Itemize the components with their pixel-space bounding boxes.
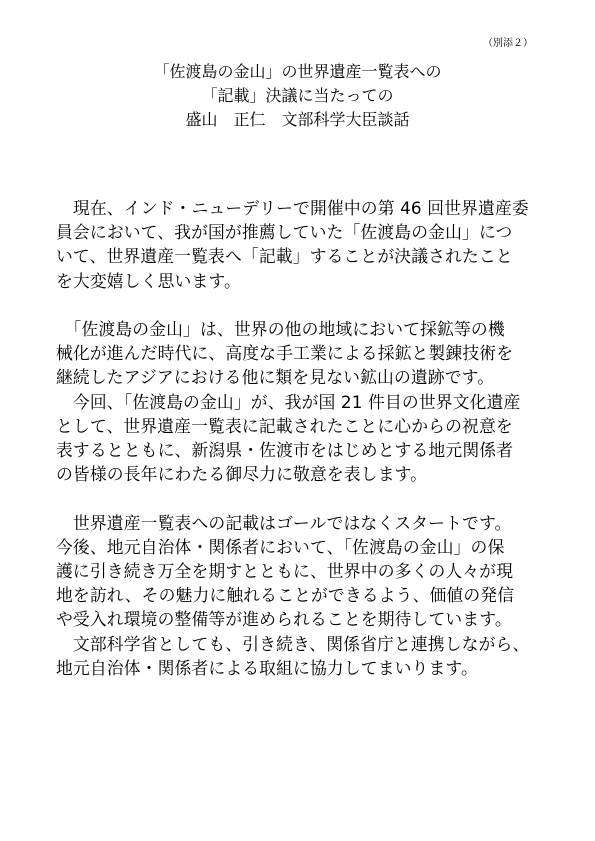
attachment-label: （別添２） [483,38,533,49]
title-line: 「佐渡島の金山」の世界遺産一覧表への [153,62,442,81]
body-line: の皆様の長年にわたる御尽力に敬意を表します。 [56,464,428,485]
body-line: 表するとともに、新潟県・佐渡市をはじめとする地元関係者 [56,440,514,461]
body-line: 今回、「佐渡島の金山」が、我が国 21 件目の世界文化遺産 [56,391,521,412]
body-line: 今後、地元自治体・関係者において、「佐渡島の金山」の保 [56,536,505,557]
statement-body [56,196,556,680]
body-line: 現在、インド・ニューデリーで開催中の第 46 回世界遺産委 [56,198,529,218]
body-line: 護に引き続き万全を期すとともに、世界中の多くの人々が現 [56,561,514,582]
body-line: いて、世界遺産一覧表へ「記載」することが決議されたこと [56,246,513,267]
title-line: 「記載」決議に当たっての [201,86,394,105]
body-line: 械化が進んだ時代に、高度な手工業による採鉱と製錬技術を [56,343,514,364]
body-line: 「佐渡島の金山」は、世界の他の地域において採鉱等の機 [56,319,505,339]
title-author-line: 盛山 正仁 文部科学大臣談話 [185,110,410,129]
body-line: を大変嬉しく思います。 [56,270,241,291]
paragraph-gap [56,486,556,510]
paragraph-gap [56,293,556,317]
document-title [0,60,595,132]
body-line: 文部科学省としても、引き続き、関係省庁と連携しながら、 [56,633,530,654]
body-line: として、世界遺産一覧表に記載されたことに心からの祝意を [56,415,513,436]
body-line: 員会において、我が国が推薦していた「佐渡島の金山」につ [56,222,513,243]
body-line: 地を訪れ、その魅力に触れることができるよう、価値の発信 [56,585,515,606]
body-line: 継続したアジアにおける他に類を見ない鉱山の遺跡です。 [56,367,495,388]
body-line: 世界遺産一覧表への記載はゴールではなくスタートです。 [56,512,512,533]
body-line: や受入れ環境の整備等が進められることを期待しています。 [56,609,512,630]
body-line: 地元自治体・関係者による取組に協力してまいります。 [56,657,478,678]
